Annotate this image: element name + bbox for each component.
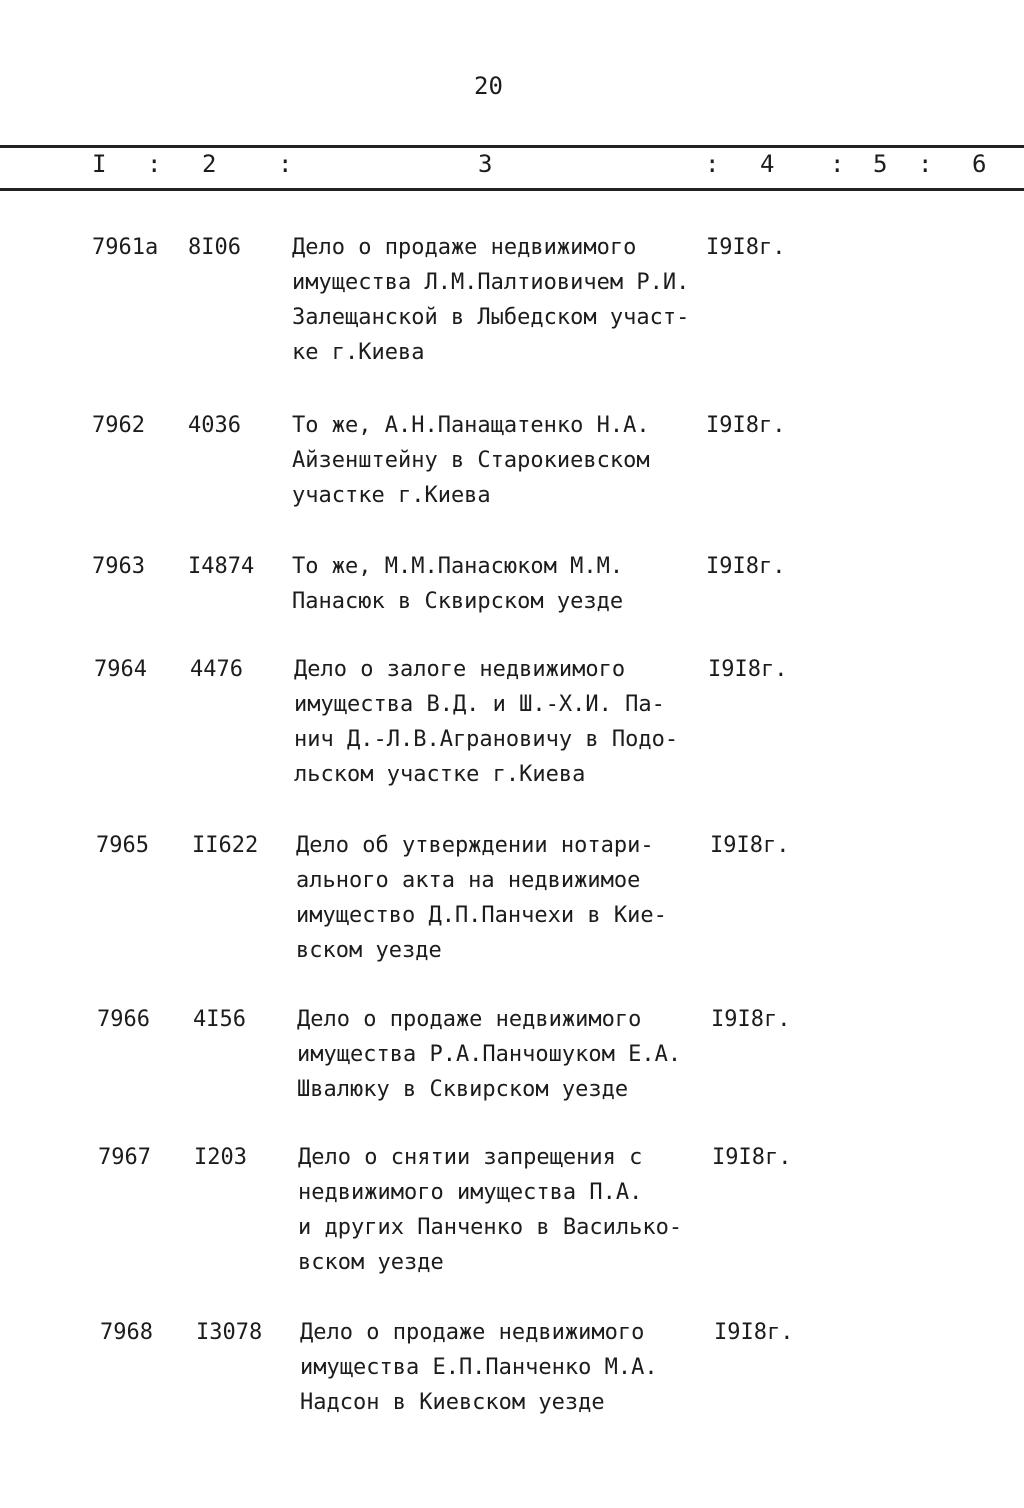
header-sep: : (147, 150, 162, 178)
title-line: ального акта на недвижимое (296, 868, 641, 893)
title-line: Айзенштейну в Старокиевском (292, 448, 650, 473)
title-line: Дело о снятии запрещения с (298, 1145, 643, 1170)
entry-title (297, 1002, 681, 1107)
title-line: льском участке г.Киева (294, 762, 586, 787)
title-line: и других Панченко в Василько- (298, 1215, 683, 1240)
old-number: II622 (192, 833, 259, 858)
old-number: 4I56 (193, 1007, 246, 1032)
entry-year: I9I8г. (710, 833, 790, 858)
entry-year: I9I8г. (706, 554, 786, 579)
title-line: имущества В.Д. и Ш.-Х.И. Па- (294, 692, 665, 717)
title-line: имущества Е.П.Панченко М.А. (300, 1355, 658, 1380)
page-number: 20 (474, 72, 503, 100)
entry-title (298, 1140, 682, 1280)
title-line: недвижимого имущества П.А. (298, 1180, 643, 1205)
header-col1: I (92, 150, 107, 178)
header-col6: 6 (972, 150, 987, 178)
title-line: Панасюк в Сквирском уезде (292, 589, 624, 614)
entry-number: 7966 (97, 1007, 150, 1032)
old-number: 4476 (190, 657, 243, 682)
entry-year: I9I8г. (711, 1007, 791, 1032)
old-number: 8I06 (188, 235, 241, 260)
title-line: Дело об утверждении нотари- (296, 833, 654, 858)
title-line: Дело о продаже недвижимого (300, 1320, 645, 1345)
title-line: участке г.Киева (292, 483, 491, 508)
entry-year: I9I8г. (706, 235, 786, 260)
header-col4: 4 (760, 150, 775, 178)
header-col5: 5 (873, 150, 888, 178)
entry-year: I9I8г. (706, 413, 786, 438)
old-number: I3078 (196, 1320, 263, 1345)
title-line: Залещанской в Лыбедском участ- (292, 305, 690, 330)
header-top-rule (0, 145, 1024, 148)
title-line: имущества Л.М.Палтиовичем Р.И. (292, 270, 690, 295)
entry-number: 7961а (92, 235, 159, 260)
entry-title (294, 652, 678, 792)
header-sep: : (705, 150, 720, 178)
header-sep: : (918, 150, 933, 178)
title-line: ке г.Киева (292, 340, 425, 365)
header-sep: : (830, 150, 845, 178)
title-line: имущество Д.П.Панчехи в Кие- (296, 903, 667, 928)
entry-number: 7963 (92, 554, 145, 579)
title-line: нич Д.-Л.В.Аграновичу в Подо- (294, 727, 679, 752)
entry-number: 7962 (92, 413, 145, 438)
title-line: вском уезде (298, 1250, 444, 1275)
entry-title (292, 408, 650, 513)
entry-year: I9I8г. (712, 1145, 792, 1170)
title-line: вском уезде (296, 938, 442, 963)
title-line: То же, А.Н.Панащатенко Н.А. (292, 413, 650, 438)
entry-title (300, 1315, 658, 1420)
header-col2: 2 (202, 150, 217, 178)
entry-number: 7967 (98, 1145, 151, 1170)
header-bottom-rule (0, 188, 1024, 191)
title-line: Дело о продаже недвижимого (297, 1007, 642, 1032)
entry-number: 7964 (94, 657, 147, 682)
old-number: I4874 (188, 554, 255, 579)
title-line: Дело о залоге недвижимого (294, 657, 626, 682)
title-line: Швалюку в Сквирском уезде (297, 1077, 629, 1102)
entry-title (296, 828, 667, 968)
title-line: Надсон в Киевском уезде (300, 1390, 605, 1415)
title-line: Дело о продаже недвижимого (292, 235, 637, 260)
old-number: I203 (194, 1145, 247, 1170)
entry-year: I9I8г. (714, 1320, 794, 1345)
entry-title (292, 549, 623, 619)
header-col3: 3 (478, 150, 493, 178)
title-line: То же, М.М.Панасюком М.М. (292, 554, 624, 579)
entry-title (292, 230, 689, 370)
title-line: имущества Р.А.Панчошуком Е.А. (297, 1042, 682, 1067)
header-sep: : (278, 150, 293, 178)
entry-year: I9I8г. (708, 657, 788, 682)
old-number: 4036 (188, 413, 241, 438)
entry-number: 7965 (96, 833, 149, 858)
entry-number: 7968 (100, 1320, 153, 1345)
